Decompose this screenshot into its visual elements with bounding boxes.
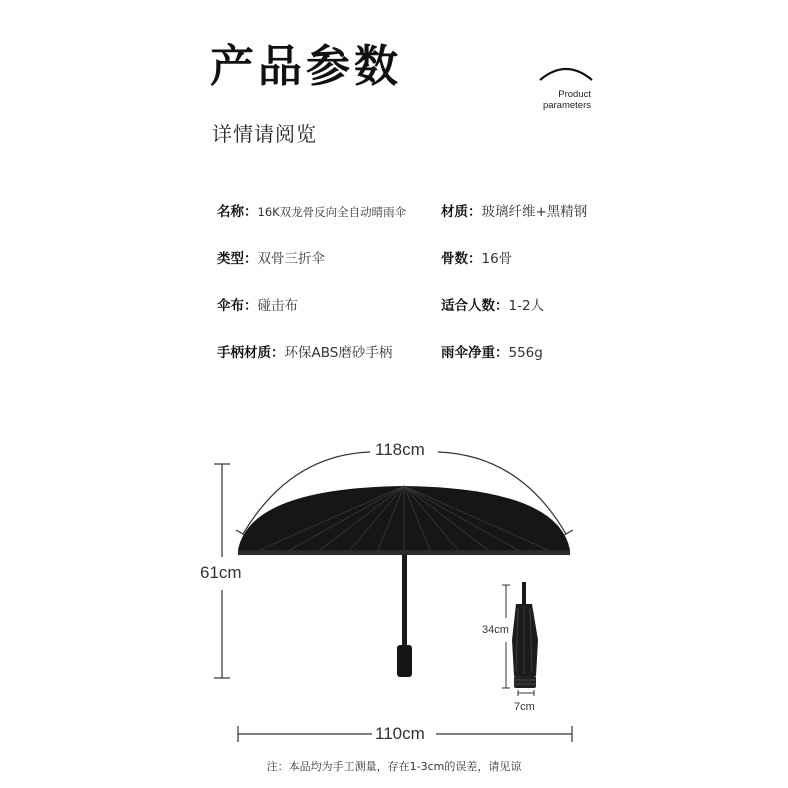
folded-umbrella: [512, 582, 538, 688]
folded-length-label: 34cm: [482, 624, 509, 636]
english-label-line1: Product: [558, 89, 591, 100]
folded-width-label: 7cm: [514, 701, 535, 713]
spec-value: 16K双龙骨反向全自动晴雨伞: [257, 205, 407, 219]
spec-key: 类型：: [217, 251, 258, 267]
umbrella-canopy: [238, 486, 570, 555]
folded-width-dimension-line: [518, 690, 534, 696]
spec-value: 556g: [508, 345, 543, 361]
arc-dimension-label: 118cm: [375, 440, 425, 459]
folded-length-dimension-line: [502, 585, 510, 688]
spec-key: 名称：: [217, 204, 258, 220]
spec-key: 骨数：: [441, 251, 482, 267]
spec-key: 适合人数：: [441, 298, 509, 314]
english-label-line2: parameters: [542, 100, 591, 111]
measurement-note: 注：本品均为手工测量，存在1-3cm的误差，请见谅: [266, 760, 522, 773]
umbrella-shaft: [402, 555, 407, 647]
spec-key: 手柄材质：: [217, 345, 285, 361]
spec-value: 玻璃纤维+黑精钢: [481, 204, 588, 220]
page-title: 产品参数: [210, 41, 402, 92]
spec-value: 1-2人: [508, 298, 545, 314]
spec-value: 16骨: [481, 251, 513, 267]
spec-value: 环保ABS磨砂手柄: [284, 345, 393, 361]
height-dimension-label: 61cm: [200, 563, 242, 582]
umbrella-handle: [397, 645, 412, 677]
width-dimension-label: 110cm: [375, 724, 425, 743]
spec-key: 雨伞净重：: [441, 345, 509, 361]
spec-value: 碰击布: [257, 298, 298, 314]
spec-value: 双骨三折伞: [257, 251, 325, 267]
spec-key: 伞布：: [217, 298, 258, 314]
page-subtitle: 详情请阅览: [212, 122, 317, 146]
spec-key: 材质：: [441, 204, 482, 220]
